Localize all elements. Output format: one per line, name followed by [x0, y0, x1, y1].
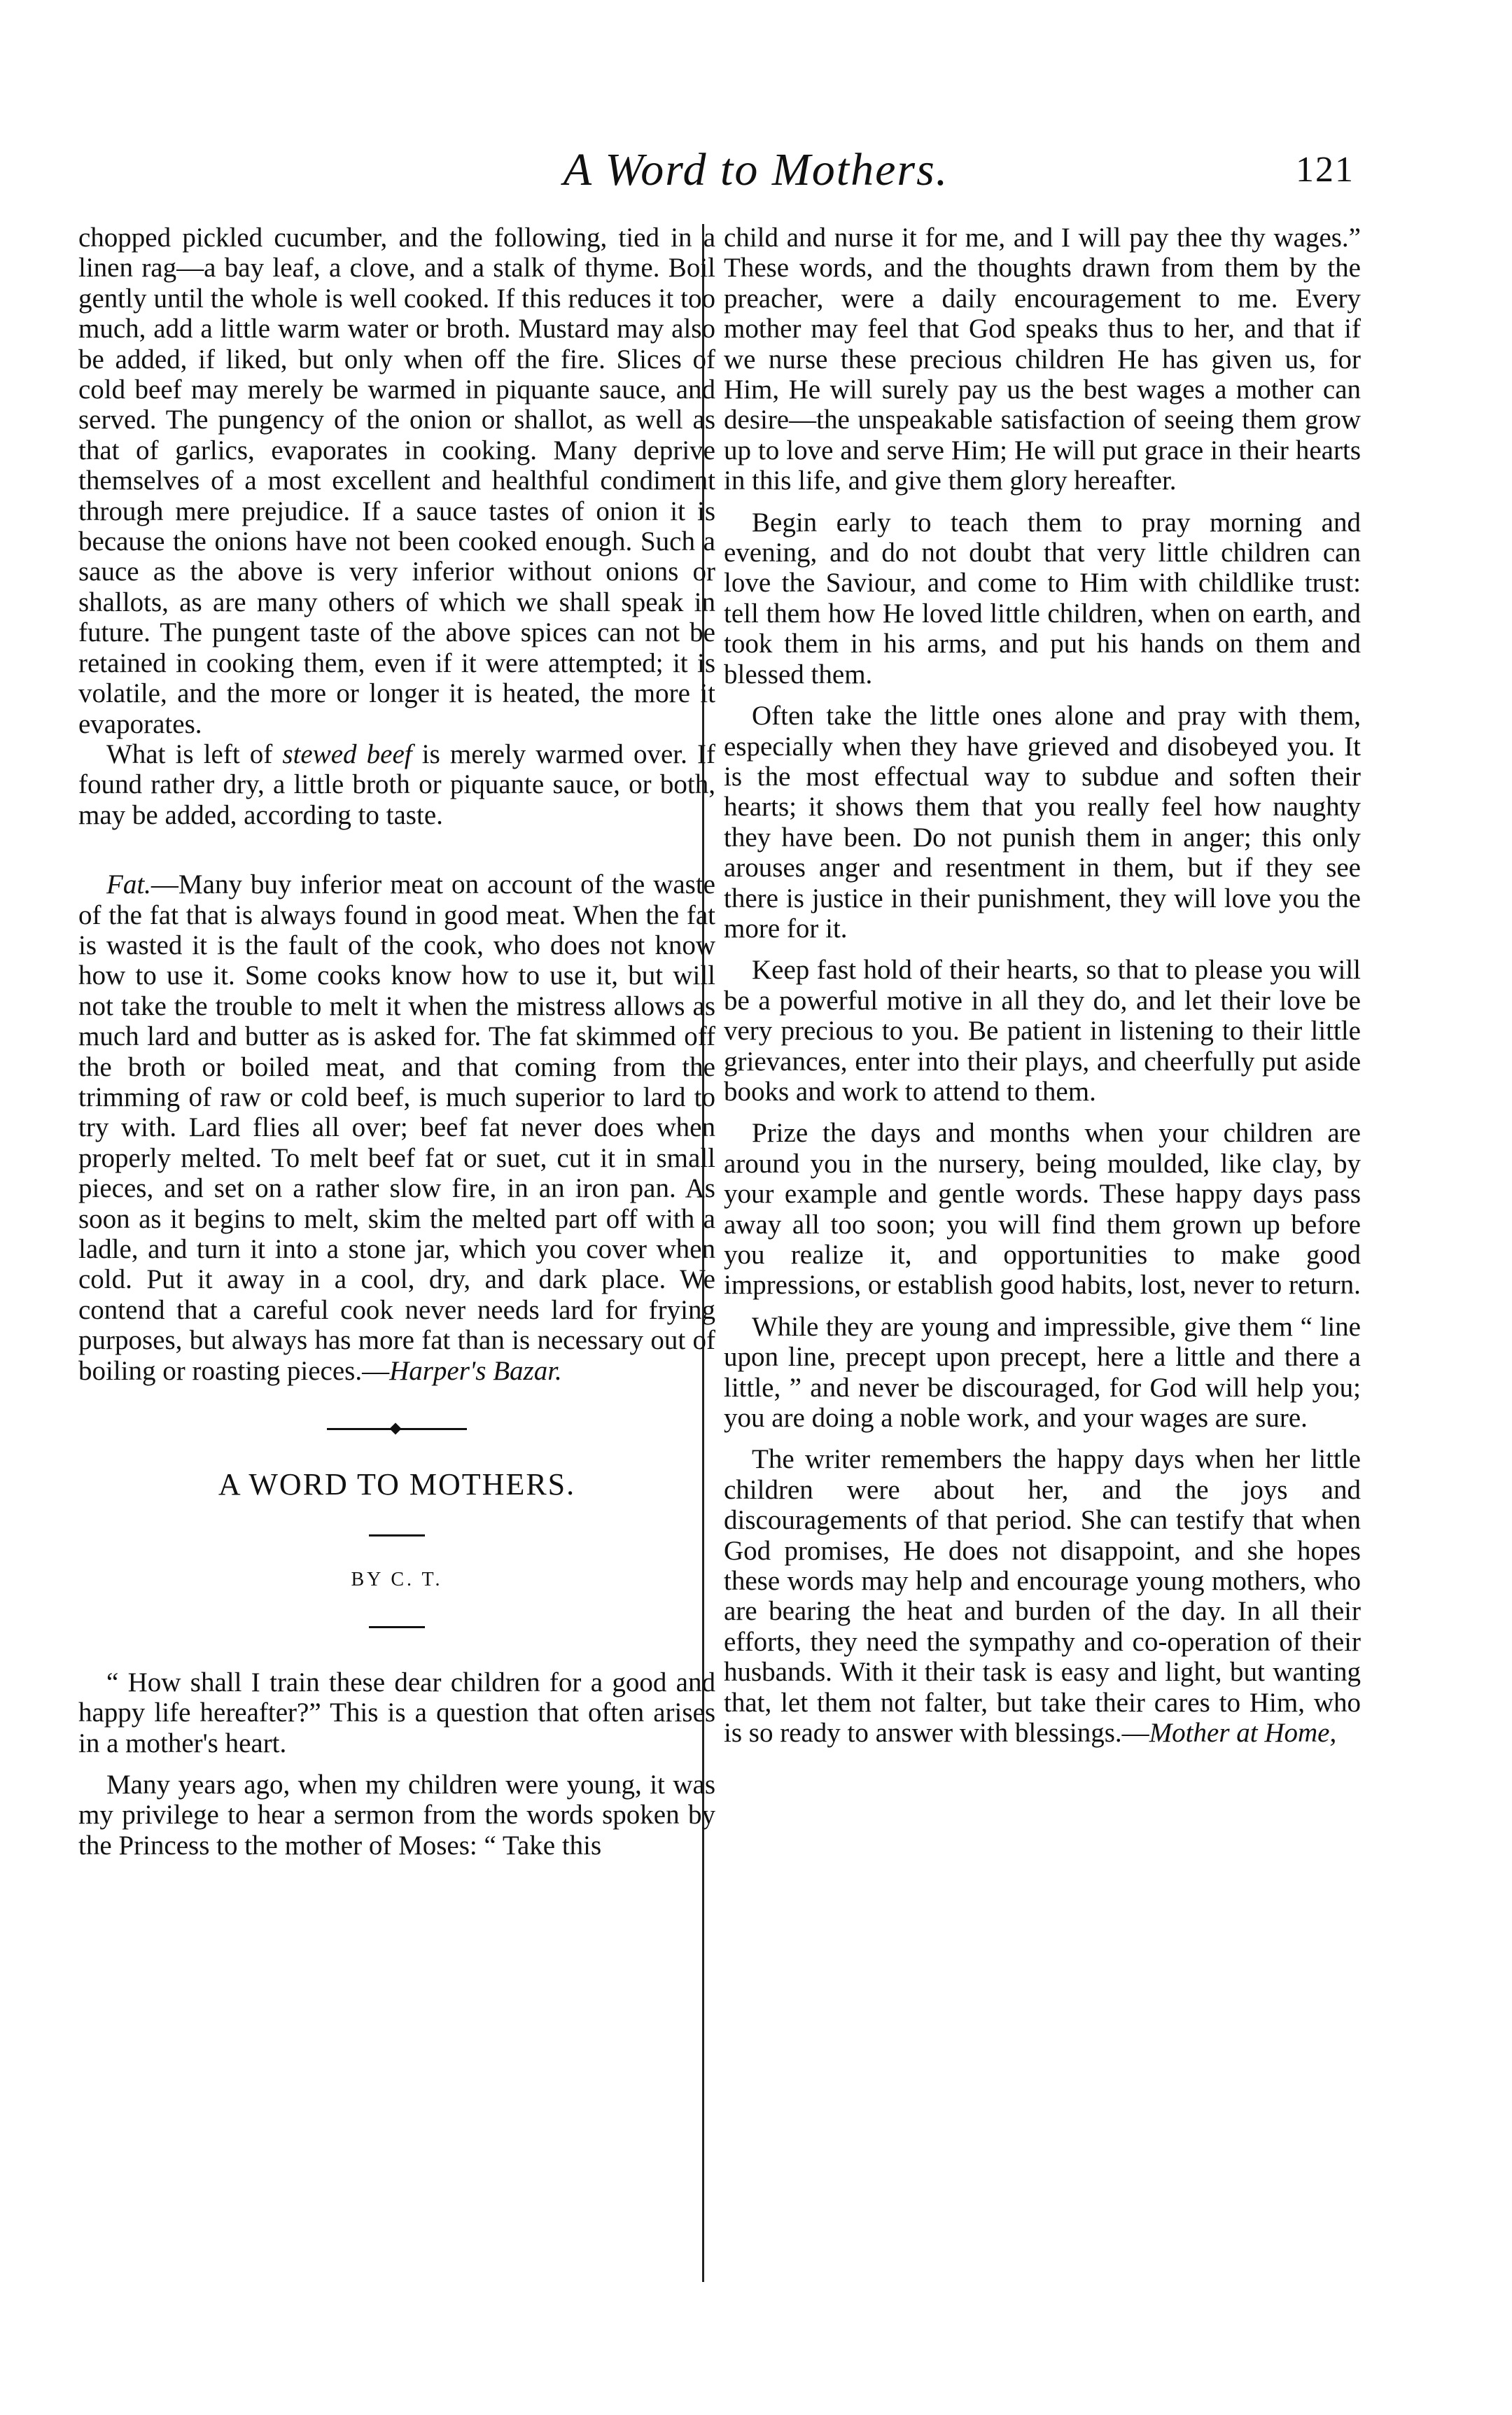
text-run: is merely warmed over. If found rather dry, a little broth or piquante sauce, or both, may be added, according to taste.	[78, 738, 715, 830]
paragraph-line-upon-line: While they are young and impressible, give them “ line upon line, precept upon precept, here a little and there a little, ” and never be discouraged, for God will help you; you are doing a noble work, and your wages are sure.	[724, 1311, 1361, 1434]
text-run: —Many buy inferior meat on account of the waste of the fat that is always found in good meat. When the fat is wasted it is the fault of the cook, who does not know how to use it. Some cooks know how to use it, but will not take the trouble to melt it when the mistress allows as much lard and butter as is asked for. The fat skimmed off the broth or boiled meat, and that coming from the trimming of raw or cold beef, is much superior to lard to try with. Lard flies all over; beef fat never does when properly melted. To melt beef fat or suet, cut it in small pieces, and set on a rather slow fire, in an iron pan. As soon as it begins to melt, skim the melted part off with a ladle, and turn it into a stone jar, which you cover when cold. Put it away in a cool, dry, and dark place. We contend that a careful cook never needs lard for frying purposes, but always has more fat than is necessary out of boiling or roasting pieces.—	[78, 869, 715, 1386]
paragraph-stewed-beef	[78, 739, 715, 830]
paragraph-fat	[78, 869, 715, 1386]
byline-rule	[369, 1626, 425, 1628]
running-title: A Word to Mothers.	[563, 144, 949, 195]
paragraph-hearts: Keep fast hold of their hearts, so that to please you will be a powerful motive in all they do, and let their love be very precious to you. Be patient in listening to their little grievances, enter into their plays, and cheerfully put aside books and work to attend to them.	[724, 955, 1361, 1107]
page-header	[0, 144, 1512, 206]
paragraph-wages: child and nurse it for me, and I will pay thee thy wages.” These words, and the thoughts drawn from them by the preacher, were a daily encouragement to me. Every mother may feel that God speaks thus to her, and that if we nurse these precious children He has given us, for Him, He will surely pay us the best wages a mother can desire—the unspeakable satisfaction of seeing them grow up to love and serve Him; He will put grace in their hearts in this life, and give them glory hereafter.	[724, 223, 1361, 496]
paragraph-prize-days: Prize the days and months when your children are around you in the nursery, being moulded, like clay, by your example and gentle words. These happy days pass away all too soon; you will find them grown up before you realize it, and opportunities to make good impressions, or establish good habits, lost, never to return.	[724, 1118, 1361, 1301]
italic-heading: Fat.	[106, 869, 151, 900]
paragraph-sermon: Many years ago, when my children were young, it was my privilege to hear a sermon from the words spoken by the Princess to the mother of Moses: “ Take this	[78, 1770, 715, 1861]
byline: BY C. T.	[351, 1569, 443, 1591]
left-column	[78, 223, 715, 1861]
paragraph-pray: Begin early to teach them to pray morning and evening, and do not doubt that very little children can love the Saviour, and come to Him with childlike trust: tell them how He loved little children, when on earth, and took them in his arms, and put his hands on them and blessed them.	[724, 507, 1361, 690]
paragraph-alone: Often take the little ones alone and pray with them, especially when they have grieved and disobeyed you. It is the most effectual way to subdue and soften their hearts; it shows them that you really feel how naughty they have been. Do not punish them in anger; this only arouses anger and resentment in them, but if they see there is justice in their punishment, they will love you the more for it.	[724, 701, 1361, 944]
source-citation: Mother at Home,	[1149, 1718, 1337, 1749]
text-run: What is left of	[106, 738, 283, 769]
title-rule	[369, 1534, 425, 1536]
text-run: The writer remembers the happy days when her little children were about her, and the joys and discouragements of that period. She can testify that when God promises, He does not disappoint, and she hopes these words may help and encourage young mothers, who are bearing the heat and burden of the day. In all their efforts, they need the sympathy and co-operation of their husbands. With it their task is easy and light, but wanting that, let them not falter, but take their cares to Him, who is so ready to answer with blessings.—	[724, 1444, 1361, 1749]
section-divider	[327, 1428, 467, 1430]
italic-term: stewed beef	[282, 738, 412, 769]
paragraph-cooking-sauce: chopped pickled cucumber, and the following, tied in a linen rag—a bay leaf, a clove, and a stalk of thyme. Boil gently until the whole is well cooked. If this reduces it too much, add a little warm water or broth. Mustard may also be added, if liked, but only when off the fire. Slices of cold beef may merely be warmed in piquante sauce, and served. The pungency of the onion or shallot, as well as that of garlics, evaporates in cooking. Many deprive themselves of a most excellent and healthful condiment through mere prejudice. If a sauce tastes of onion it is because the onions have not been cooked enough. Such a sauce as the above is very inferior without onions or shallots, as are many others of which we shall speak in future. The pungent taste of the above spices can not be retained in cooking them, even if it were attempted; it is volatile, and the more or longer it is heated, the more it evaporates.	[78, 223, 715, 739]
page-number: 121	[1296, 150, 1354, 190]
source-citation: Harper's Bazar.	[389, 1355, 562, 1386]
right-column	[724, 223, 1361, 1749]
article-title: A WORD TO MOTHERS.	[218, 1467, 576, 1502]
paragraph-question: “ How shall I train these dear children for a good and happy life hereafter?” This is a question that often arises in a mother's heart.	[78, 1667, 715, 1758]
paragraph-writer-remembers	[724, 1444, 1361, 1748]
